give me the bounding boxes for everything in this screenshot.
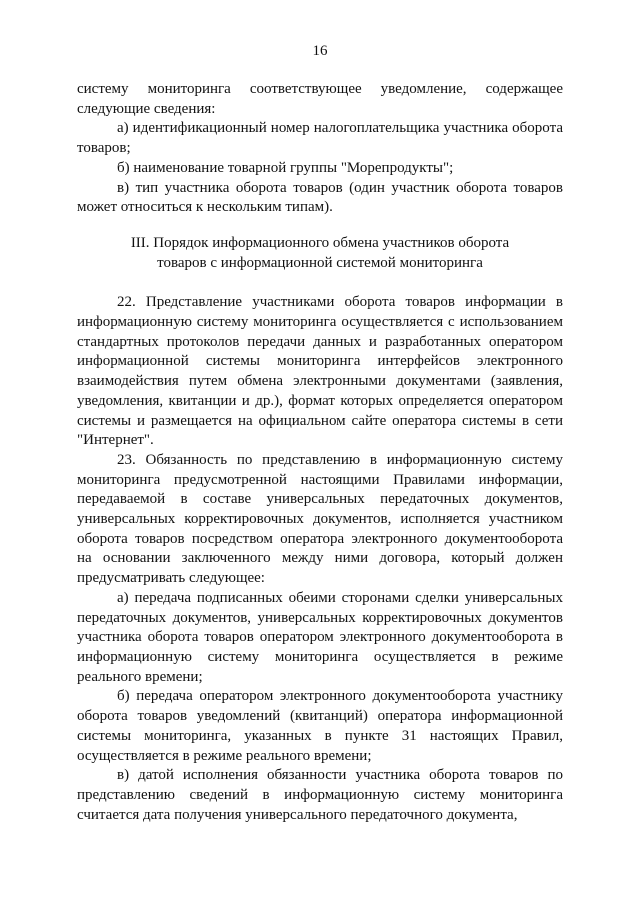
paragraph-23: 23. Обязанность по представлению в информационную систему мониторинга предусмотренной настоящими Правилами информации, передаваемой в составе универсальных передаточных документов, универсальных корректировочных документов, исполняется участником оборота товаров посредством оператора электронного документооборота на основании заключенного между ними договора, который должен предусматривать следующее:: [77, 451, 563, 587]
paragraph-continuation: систему мониторинга соответствующее уведомление, содержащее следующие сведения:: [77, 81, 563, 117]
list-item-23-a: а) передача подписанных обеими сторонами сделки универсальных передаточных документов, универсальных корректировочных документов участника оборота товаров оператором электронного документооборота в информационную систему мониторинга осуществляется в режиме реального времени;: [77, 589, 563, 685]
section-heading-line-2: товаров с информационной системой мониторинга: [157, 254, 483, 271]
list-item-c-participant-type: в) тип участника оборота товаров (один участник оборота товаров может относиться к нескольким типам).: [77, 179, 563, 216]
list-item-23-b: б) передача оператором электронного документооборота участнику оборота товаров уведомлений (квитанций) оператора информационной системы мониторинга, указанных в пункте 31 настоящих Правил, осуществляется в режиме реального времени;: [77, 688, 563, 764]
list-item-23-c: в) датой исполнения обязанности участника оборота товаров по представлению сведений в информационную систему мониторинга считается дата получения универсального передаточного документа,: [77, 767, 563, 823]
page-number: 16: [312, 43, 328, 59]
list-item-a-inn: а) идентификационный номер налогоплательщика участника оборота товаров;: [77, 120, 563, 157]
section-heading: [77, 234, 563, 273]
document-body: [77, 80, 563, 825]
list-item-b-product-group: б) наименование товарной группы "Морепродукты";: [117, 159, 454, 176]
paragraph-22: 22. Представление участниками оборота товаров информации в информационную систему мониторинга осуществляется с использованием стандартных протоколов передачи данных и разработанных оператором информационной системы мониторинга интерфейсов электронного взаимодействия путем обмена электронными документами (заявления, уведомления, квитанции и др.), формат которых определяется оператором системы и размещается на официальном сайте оператора системы в сети "Интернет".: [77, 294, 563, 449]
section-heading-line-1: III. Порядок информационного обмена участников оборота: [130, 234, 510, 251]
